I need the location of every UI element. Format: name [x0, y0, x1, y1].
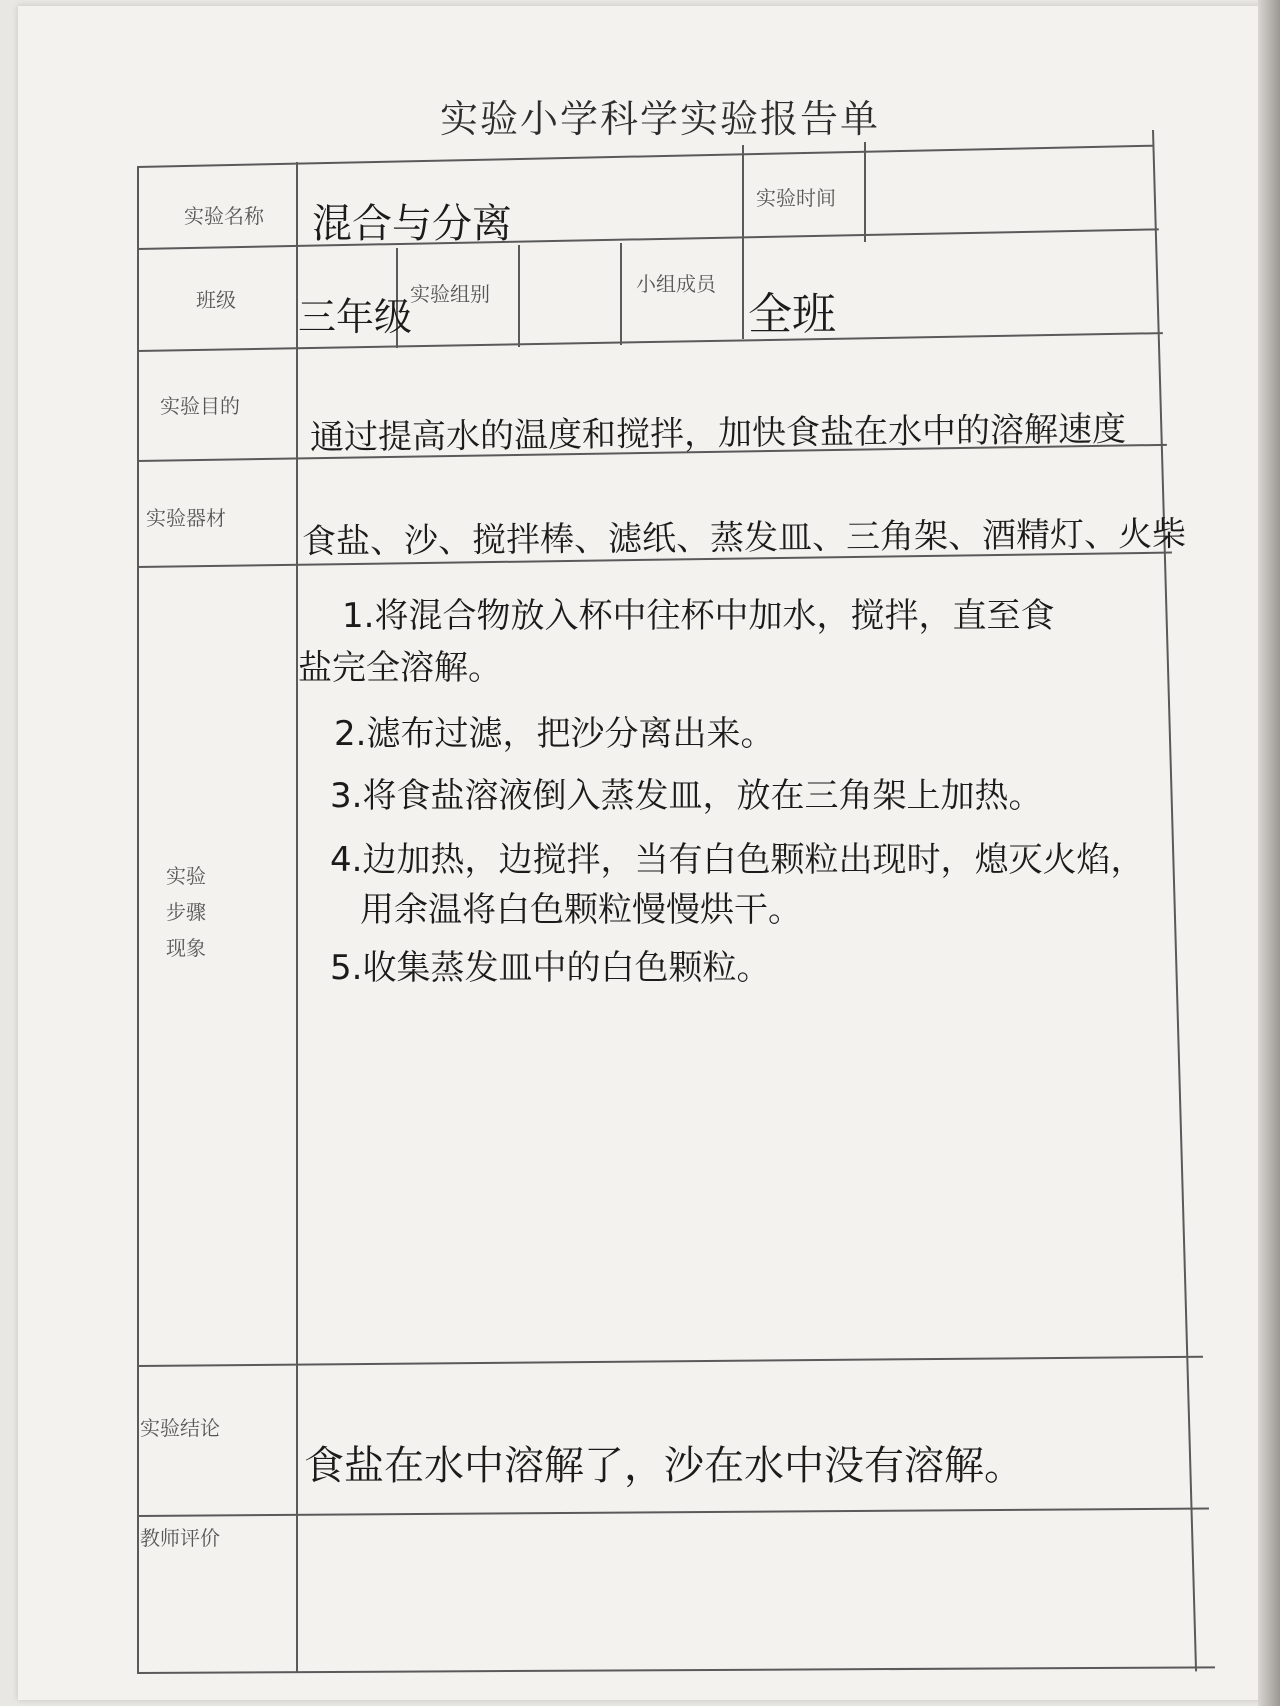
step-line: 1.将混合物放入杯中往杯中加水，搅拌，直至食	[342, 596, 1055, 636]
step-line: 4.边加热，边搅拌，当有白色颗粒出现时，熄灭火焰，	[330, 840, 1145, 880]
label-steps-3: 现象	[166, 936, 206, 960]
rule-members-col	[620, 243, 622, 345]
label-group: 实验组别	[410, 282, 490, 306]
label-teacher-eval: 教师评价	[140, 1526, 220, 1550]
label-members: 小组成员	[636, 272, 716, 296]
label-steps-2: 步骤	[166, 900, 206, 924]
step-line: 3.将食盐溶液倒入蒸发皿，放在三角架上加热。	[330, 776, 1043, 816]
step-line: 5.收集蒸发皿中的白色颗粒。	[330, 948, 771, 988]
label-conclusion: 实验结论	[140, 1416, 220, 1440]
rule-time-col	[742, 145, 744, 339]
value-equipment: 食盐、沙、搅拌棒、滤纸、蒸发皿、三角架、酒精灯、火柴	[301, 514, 1187, 562]
rule-row1	[137, 228, 1159, 249]
label-equipment: 实验器材	[146, 506, 226, 530]
rule-group-value-col	[518, 245, 520, 347]
value-conclusion: 食盐在水中溶解了，沙在水中没有溶解。	[304, 1443, 1024, 1489]
rule-row6	[137, 1508, 1209, 1517]
label-class: 班级	[196, 288, 236, 312]
step-line: 用余温将白色颗粒慢慢烘干。	[360, 890, 802, 930]
value-experiment-name: 混合与分离	[312, 201, 512, 247]
label-experiment-time: 实验时间	[756, 186, 836, 210]
rule-label-col	[296, 162, 298, 1672]
rule-top	[137, 145, 1154, 168]
label-steps-1: 实验	[166, 864, 206, 888]
value-purpose: 通过提高水的温度和搅拌，加快食盐在水中的溶解速度	[309, 409, 1127, 458]
rule-time-value-col	[864, 142, 866, 242]
step-line: 盐完全溶解。	[298, 648, 502, 688]
rule-bottom	[137, 1666, 1215, 1673]
rule-right	[1152, 130, 1197, 1671]
label-purpose: 实验目的	[160, 394, 240, 418]
rule-left	[137, 166, 139, 1672]
step-line: 2.滤布过滤，把沙分离出来。	[334, 714, 775, 754]
rule-row2	[137, 332, 1163, 351]
value-members: 全班	[748, 289, 836, 340]
label-experiment-name: 实验名称	[184, 204, 264, 228]
value-class: 三年级	[298, 295, 413, 339]
page-title: 实验小学科学实验报告单	[439, 97, 880, 141]
